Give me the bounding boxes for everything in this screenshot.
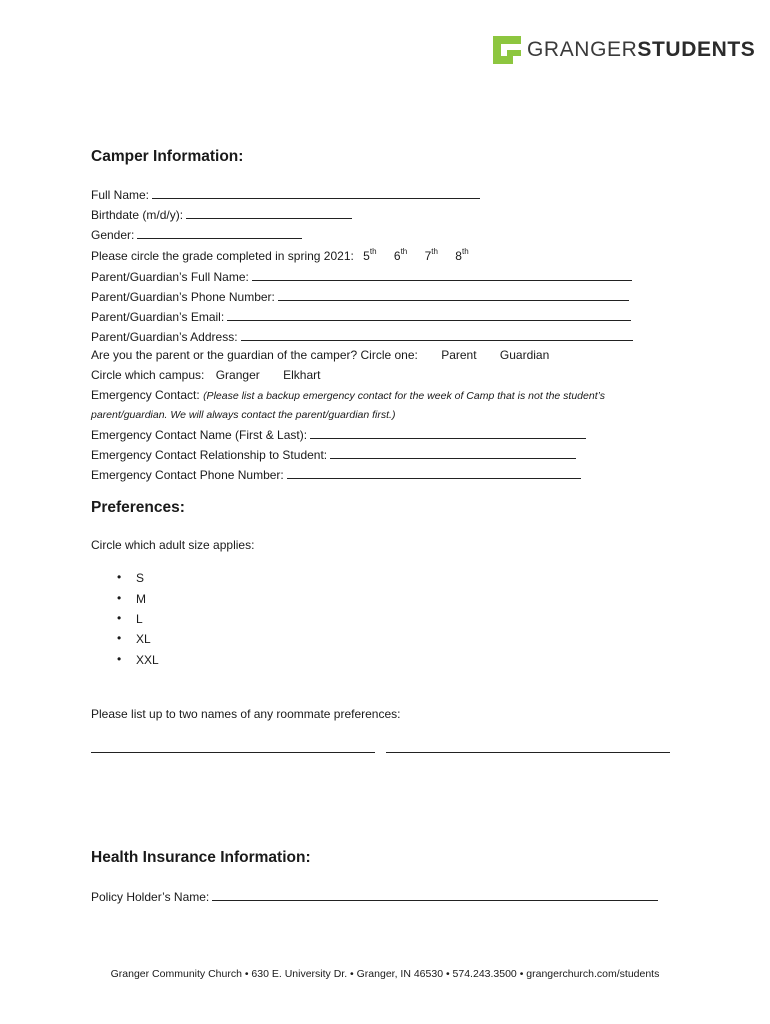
gender-field[interactable] <box>137 226 302 239</box>
campus-option-granger[interactable]: Granger <box>215 368 260 382</box>
guardian-address-row <box>91 328 633 344</box>
guardian-email-row <box>91 308 631 324</box>
ec-phone-row <box>91 466 581 482</box>
size-option-s[interactable]: S <box>136 571 145 585</box>
parent-or-guardian-prompt: Are you the parent or the guardian of the camper? Circle one: <box>91 348 418 362</box>
grade-option-6[interactable]: 6th <box>393 247 408 263</box>
gender-row <box>91 226 302 242</box>
bullet-icon: • <box>117 591 122 605</box>
emergency-contact-label: Emergency Contact: <box>91 388 200 402</box>
guardian-phone-row <box>91 288 629 304</box>
ec-relationship-field[interactable] <box>330 446 576 459</box>
guardian-name-label: Parent/Guardian’s Full Name: <box>91 270 249 284</box>
grade-option-8[interactable]: 8th <box>455 247 469 263</box>
emergency-note-line-2: parent/guardian. We will always contact the parent/guardian first.) <box>91 409 396 421</box>
roommate-prompt: Please list up to two names of any roommate preferences: <box>91 707 401 721</box>
ec-name-row <box>91 426 586 442</box>
birthdate-label: Birthdate (m/d/y): <box>91 208 184 222</box>
birthdate-row <box>91 206 352 222</box>
full-name-row <box>91 186 480 202</box>
logo-wordmark <box>527 38 755 62</box>
campus-row <box>91 368 320 382</box>
size-option-xxl[interactable]: XXL <box>136 653 159 667</box>
full-name-label: Full Name: <box>91 188 150 202</box>
guardian-name-row <box>91 268 632 284</box>
granger-g-mark-icon <box>493 36 521 64</box>
ec-phone-label: Emergency Contact Phone Number: <box>91 468 284 482</box>
emergency-note-row-2 <box>91 407 395 421</box>
parent-or-guardian-row <box>91 348 549 362</box>
grade-option-7[interactable]: 7th <box>424 247 438 263</box>
size-option-m[interactable]: M <box>136 592 146 606</box>
guardian-name-field[interactable] <box>252 268 632 281</box>
ec-relationship-label: Emergency Contact Relationship to Student: <box>91 448 328 462</box>
grade-row <box>91 247 469 263</box>
size-option-l[interactable]: L <box>136 612 143 626</box>
logo-word-granger: GRANGER <box>527 38 638 61</box>
guardian-phone-label: Parent/Guardian’s Phone Number: <box>91 290 275 304</box>
bullet-icon: • <box>117 611 122 625</box>
guardian-phone-field[interactable] <box>278 288 629 301</box>
ec-name-field[interactable] <box>310 426 586 439</box>
ec-relationship-row <box>91 446 576 462</box>
guardian-address-label: Parent/Guardian’s Address: <box>91 330 238 344</box>
bullet-icon: • <box>117 570 122 584</box>
bullet-icon: • <box>117 652 122 666</box>
policy-holder-label: Policy Holder’s Name: <box>91 890 210 904</box>
camper-info-heading: Camper Information: <box>91 148 244 165</box>
grade-prompt: Please circle the grade completed in spring 2021: <box>91 249 354 263</box>
roommate-field-1[interactable] <box>91 752 375 753</box>
insurance-heading: Health Insurance Information: <box>91 849 311 866</box>
birthdate-field[interactable] <box>186 206 352 219</box>
guardian-address-field[interactable] <box>241 328 633 341</box>
roommate-field-2[interactable] <box>386 752 670 753</box>
emergency-contact-row <box>91 388 605 402</box>
policy-holder-field[interactable] <box>212 888 658 901</box>
campus-option-elkhart[interactable]: Elkhart <box>283 368 321 382</box>
emergency-note-line-1: (Please list a backup emergency contact for the week of Camp that is not the student’s <box>203 390 606 402</box>
guardian-email-label: Parent/Guardian’s Email: <box>91 310 225 324</box>
preferences-heading: Preferences: <box>91 499 185 516</box>
policy-holder-row <box>91 888 658 904</box>
campus-prompt: Circle which campus: <box>91 368 205 382</box>
ec-name-label: Emergency Contact Name (First & Last): <box>91 428 308 442</box>
full-name-field[interactable] <box>152 186 480 199</box>
bullet-icon: • <box>117 631 122 645</box>
size-option-xl[interactable]: XL <box>136 632 151 646</box>
guardian-email-field[interactable] <box>227 308 631 321</box>
gender-label: Gender: <box>91 228 135 242</box>
logo-word-students: STUDENTS <box>637 38 756 61</box>
ec-phone-field[interactable] <box>287 466 581 479</box>
option-parent[interactable]: Parent <box>441 348 477 362</box>
grade-option-5[interactable]: 5th <box>363 247 377 263</box>
footer-address: Granger Community Church • 630 E. University Dr. • Granger, IN 46530 • 574.243.3500 • grangerchurch.com/students <box>110 968 660 980</box>
size-prompt: Circle which adult size applies: <box>91 538 255 552</box>
option-guardian[interactable]: Guardian <box>499 348 550 362</box>
grangerstudents-logo <box>493 34 755 66</box>
